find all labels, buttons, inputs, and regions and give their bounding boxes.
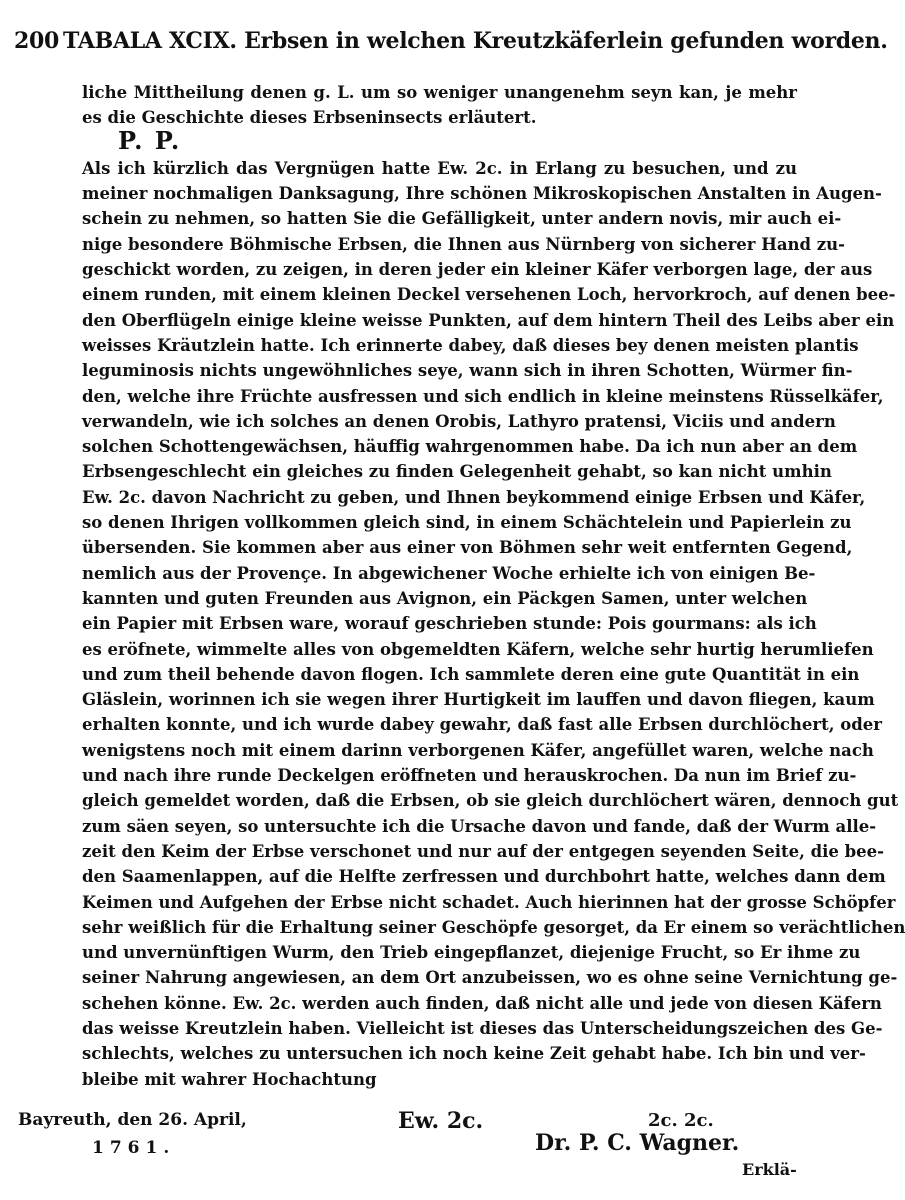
letter-text	[82, 156, 905, 1092]
text-line: meiner nochmaligen Danksagung, Ihre schönen Mikroskopischen Anstalten in Augen-	[82, 184, 882, 204]
text-line: geschickt worden, zu zeigen, in deren jeder ein kleiner Käfer verborgen lage, der aus	[82, 260, 873, 280]
text-line: einem runden, mit einem kleinen Deckel versehenen Loch, hervorkroch, auf denen bee-	[82, 285, 896, 305]
text-line: Keimen und Aufgehen der Erbse nicht schadet. Auch hierinnen hat der grosse Schöpfer	[82, 892, 896, 912]
text-line: ein Papier mit Erbsen ware, worauf geschrieben stunde: Pois gourmans: als ich	[82, 614, 817, 634]
text-line: solchen Schottengewächsen, häuffig wahrgenommen habe. Da ich nun aber an dem	[82, 437, 858, 457]
text-line: und unvernünftigen Wurm, den Trieb eingepflanzet, diejenige Frucht, so Er ihme zu	[82, 943, 861, 963]
closing-etc: 2c. 2c.	[648, 1110, 714, 1131]
text-line: und nach ihre runde Deckelgen eröffneten und herauskrochen. Da nun im Brief zu-	[82, 766, 857, 786]
page-number: 200	[14, 28, 60, 54]
text-line: den Saamenlappen, auf die Helfte zerfressen und durchbohrt hatte, welches dann dem	[82, 867, 886, 887]
text-line: schlechts, welches zu untersuchen ich noch keine Zeit gehabt habe. Ich bin und ver-	[82, 1044, 866, 1064]
text-line: leguminosis nichts ungewöhnliches seye, wann sich in ihren Schotten, Würmer fin-	[82, 361, 853, 381]
text-line: Erbsengeschlecht ein gleiches zu finden Gelegenheit gehabt, so kan nicht umhin	[82, 462, 832, 482]
text-line: zum säen seyen, so untersuchte ich die Ursache davon und fande, daß der Wurm alle-	[82, 816, 877, 836]
text-line: schehen könne. Ew. 2c. werden auch finden, daß nicht alle und jede von diesen Käfern	[82, 993, 882, 1013]
closing-greeting: Ew. 2c.	[398, 1108, 484, 1134]
text-line: wenigstens noch mit einem darinn verborgenen Käfer, angefüllet waren, welche nach	[82, 740, 874, 760]
text-line: bleibe mit wahrer Hochachtung	[82, 1069, 377, 1089]
text-line: schein zu nehmen, so hatten Sie die Gefälligkeit, unter andern novis, mir auch ei-	[82, 209, 842, 229]
text-line: erhalten konnte, und ich wurde dabey gewahr, daß fast alle Erbsen durchlöchert, oder	[82, 715, 882, 735]
text-line: kannten und guten Freunden aus Avignon, ein Päckgen Samen, unter welchen	[82, 588, 808, 608]
text-line: liche Mittheilung denen g. L. um so weniger unangenehm seyn kan, je mehr	[82, 83, 797, 102]
text-line: den Oberflügeln einige kleine weisse Punkten, auf dem hintern Theil des Leibs aber ein	[82, 310, 895, 330]
text-line: übersenden. Sie kommen aber aus einer von Böhmen sehr weit entfernten Gegend,	[82, 538, 853, 558]
salutation-spacer	[82, 131, 797, 156]
plate-title: TABALA XCIX. Erbsen in welchen Kreutzkäferlein gefunden worden.	[63, 28, 888, 54]
salutation: P. P.	[118, 126, 182, 155]
text-line: weisses Kräutzlein hatte. Ich erinnerte dabey, daß dieses bey denen meisten plantis	[82, 335, 859, 355]
text-line: den, welche ihre Früchte ausfressen und sich endlich in kleine meinstens Rüsselkäfer,	[82, 386, 884, 406]
page-header	[14, 28, 888, 54]
author-signature: Dr. P. C. Wagner.	[535, 1130, 740, 1156]
text-line: zeit den Keim der Erbse verschonet und nur auf der entgegen seyenden Seite, die bee-	[82, 841, 885, 861]
text-line: Gläslein, worinnen ich sie wegen ihrer Hurtigkeit im lauffen und davon fliegen, kaum	[82, 690, 875, 710]
text-line: sehr weißlich für die Erhaltung seiner Geschöpfe gesorget, da Er einem so verächtlichen	[82, 917, 905, 937]
text-body	[82, 80, 905, 1092]
text-line: das weisse Kreutzlein haben. Vielleicht ist dieses das Unterscheidungszeichen des Ge-	[82, 1018, 883, 1038]
place-date: Bayreuth, den 26. April,	[18, 1110, 247, 1130]
text-line: so denen Ihrigen vollkommen gleich sind, in einem Schächtelein und Papierlein zu	[82, 513, 852, 533]
text-line: es eröfnete, wimmelte alles von obgemeldten Käfern, welche sehr hurtig herumliefen	[82, 639, 874, 659]
text-line: verwandeln, wie ich solches an denen Orobis, Lathyro pratensi, Viciis und andern	[82, 411, 836, 431]
text-line: seiner Nahrung angewiesen, an dem Ort anzubeissen, wo es ohne seine Vernichtung ge-	[82, 968, 898, 988]
text-line: es die Geschichte dieses Erbseninsects erläutert.	[82, 108, 537, 128]
text-line: nige besondere Böhmische Erbsen, die Ihnen aus Nürnberg von sicherer Hand zu-	[82, 234, 845, 254]
text-line: nemlich aus der Provençe. In abgewichener Woche erhielte ich von einigen Be-	[82, 563, 816, 583]
year: 1761.	[92, 1138, 176, 1158]
text-line: Ew. 2c. davon Nachricht zu geben, und Ihnen beykommend einige Erbsen und Käfer,	[82, 487, 866, 507]
catchword: Erklä-	[742, 1160, 797, 1179]
text-line: gleich gemeldet worden, daß die Erbsen, ob sie gleich durchlöchert wären, dennoch gut	[82, 791, 899, 811]
text-line: Als ich kürzlich das Vergnügen hatte Ew. 2c. in Erlang zu besuchen, und zu	[82, 158, 797, 178]
text-line: und zum theil behende davon flogen. Ich sammlete deren eine gute Quantität in ein	[82, 664, 860, 684]
